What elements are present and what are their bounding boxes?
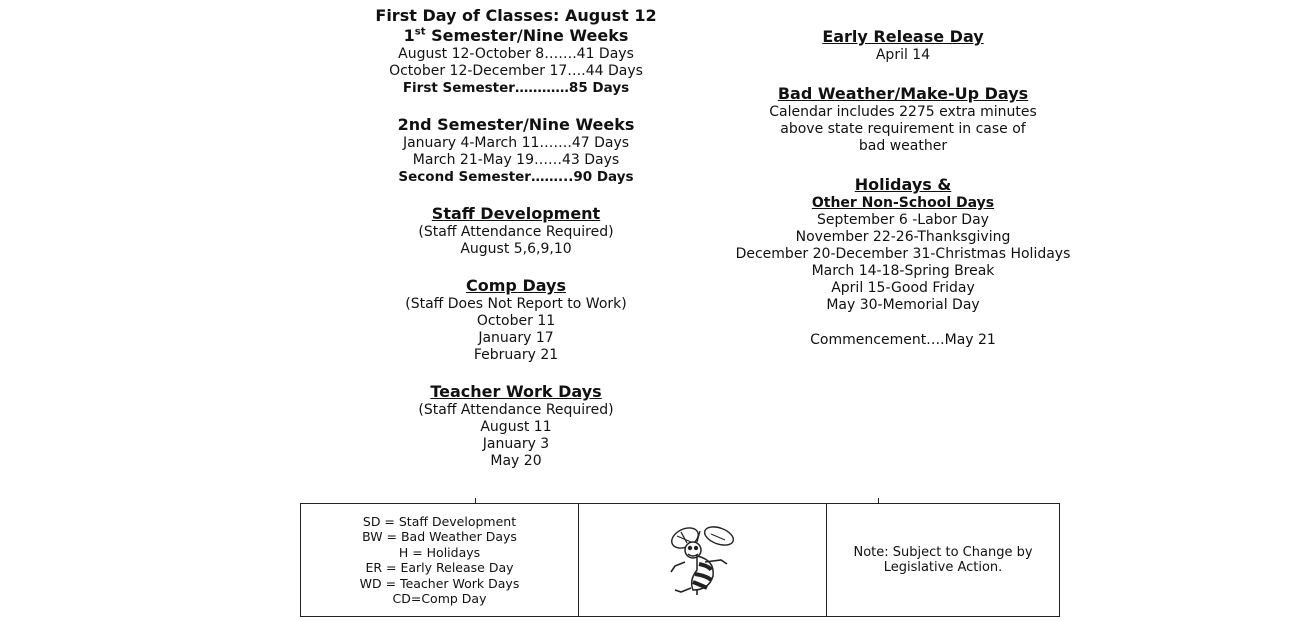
commencement-line: Commencement….May 21 <box>810 332 996 348</box>
holiday-line: April 15-Good Friday <box>831 280 975 296</box>
teacher-work-days-heading: Teacher Work Days <box>430 382 602 401</box>
holiday-line: December 20-December 31-Christmas Holidays <box>735 246 1071 262</box>
holiday-line: September 6 -Labor Day <box>817 212 989 228</box>
sem2-line: January 4-March 11…….47 Days <box>402 135 630 151</box>
sem2-heading: 2nd Semester/Nine Weeks <box>397 115 635 134</box>
note-text: Legislative Action. <box>883 560 1003 575</box>
legend-item: WD = Teacher Work Days <box>359 575 520 591</box>
hornet-mascot-icon <box>667 520 739 600</box>
comp-days-line: October 11 <box>476 313 556 329</box>
first-day-label: First Day of Classes: August 12 <box>375 6 657 25</box>
comp-days-line: (Staff Does Not Report to Work) <box>405 296 627 312</box>
holidays-subheading: Other Non-School Days <box>811 195 995 211</box>
holiday-line: November 22-26-Thanksgiving <box>795 229 1011 245</box>
bad-weather-line: above state requirement in case of <box>780 121 1026 137</box>
teacher-work-days-line: August 11 <box>480 419 552 435</box>
bad-weather-line: Calendar includes 2275 extra minutes <box>769 104 1037 120</box>
sem1-line: August 12-October 8…….41 Days <box>398 46 634 62</box>
bad-weather-line: bad weather <box>858 138 948 154</box>
bad-weather-heading: Bad Weather/Make-Up Days <box>777 84 1029 103</box>
sem1-total: First Semester…………85 Days <box>402 80 630 96</box>
teacher-work-days-line: May 20 <box>490 453 542 469</box>
holiday-line: May 30-Memorial Day <box>826 297 980 313</box>
note-text: Note: Subject to Change by <box>853 545 1033 560</box>
legend-item: CD=Comp Day <box>392 591 487 606</box>
left-column <box>366 6 666 470</box>
legend-table <box>300 503 1060 617</box>
sem1-line: October 12-December 17….44 Days <box>389 63 643 79</box>
right-column <box>733 27 1073 349</box>
teacher-work-days-line: (Staff Attendance Required) <box>418 402 614 418</box>
sem1-heading: 1st Semester/Nine Weeks <box>403 26 629 45</box>
holiday-line: March 14-18-Spring Break <box>811 263 995 279</box>
staff-development-heading: Staff Development <box>431 204 601 223</box>
sem2-line: March 21-May 19……43 Days <box>412 152 620 168</box>
comp-days-heading: Comp Days <box>466 276 566 295</box>
legend-item: ER = Early Release Day <box>365 560 514 575</box>
early-release-heading: Early Release Day <box>822 27 984 46</box>
holidays-heading: Holidays & <box>854 175 952 194</box>
note-cell <box>827 504 1059 616</box>
comp-days-line: January 17 <box>478 330 554 346</box>
sem2-total: Second Semester……...90 Days <box>398 169 634 185</box>
legend-item: BW = Bad Weather Days <box>362 529 517 544</box>
legend-item: SD = Staff Development <box>362 513 517 529</box>
legend-cell <box>301 504 579 616</box>
comp-days-line: February 21 <box>473 347 559 363</box>
teacher-work-days-line: January 3 <box>482 436 550 452</box>
early-release-line: April 14 <box>875 47 931 63</box>
staff-development-line: (Staff Attendance Required) <box>418 224 614 240</box>
staff-development-line: August 5,6,9,10 <box>460 241 572 257</box>
legend-item: H = Holidays <box>398 544 481 560</box>
mascot-cell <box>579 504 827 616</box>
